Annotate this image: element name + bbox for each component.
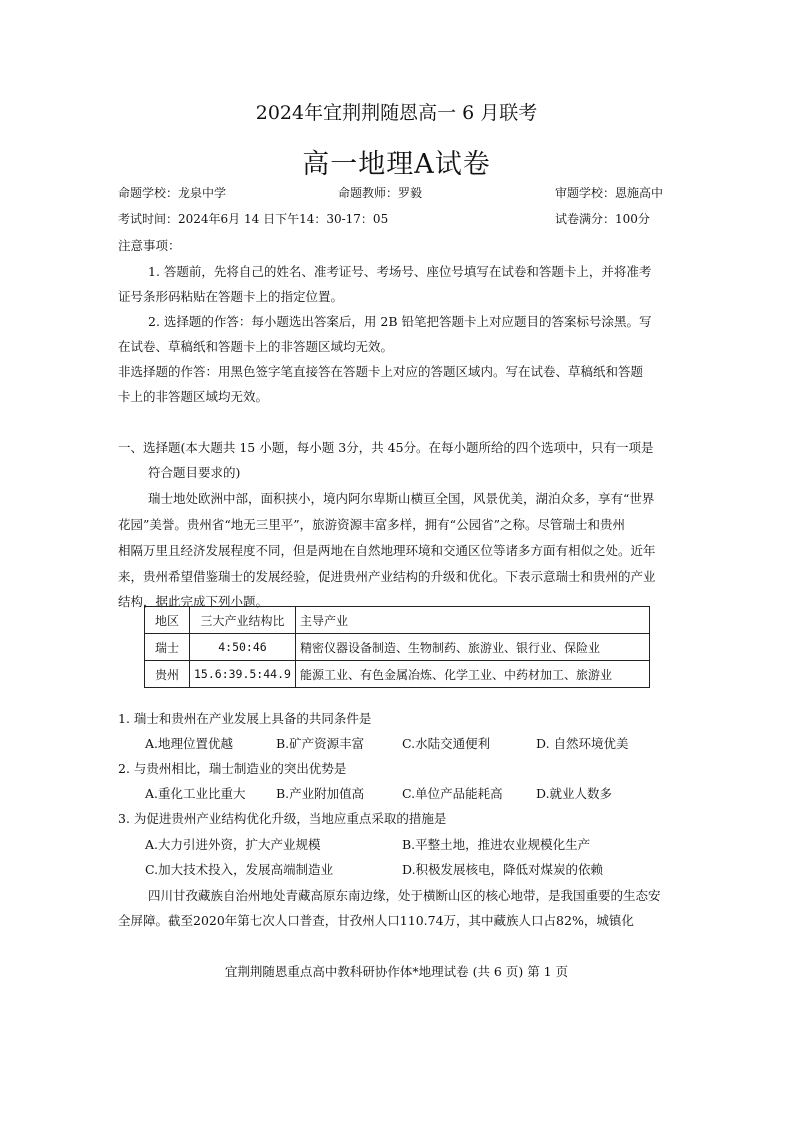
passage-line: 结构，据此完成下列小题。 [118, 594, 269, 609]
question-option: D. 自然环境优美 [536, 736, 629, 751]
question-stem: 2. 与贵州相比，瑞士制造业的突出优势是 [118, 761, 347, 776]
notes-title: 注意事项： [118, 238, 181, 253]
table-header-cell: 三大产业结构比 [190, 607, 296, 634]
note-line: 1. 答题前，先将自己的姓名、准考证号、考场号、座位号填写在试卷和答题卡上，并将准考 [148, 264, 652, 279]
question-option: A.地理位置优越 [145, 736, 234, 751]
table-cell: 能源工业、有色金属冶炼、化学工业、中药材加工、旅游业 [295, 661, 649, 688]
table-header-row [145, 607, 650, 634]
table-header-cell: 主导产业 [295, 607, 649, 634]
passage-line: 来，贵州希望借鉴瑞士的发展经验，促进贵州产业结构的升级和优化。下表示意瑞士和贵州的产业 [118, 569, 656, 584]
note-line: 2. 选择题的作答：每小题选出答案后，用 2B 铅笔把答题卡上对应题目的答案标号涂黑。写 [148, 314, 652, 329]
question-option: D.积极发展核电，降低对煤炭的依赖 [402, 862, 604, 877]
note-line: 在试卷、草稿纸和答题卡上的非答题区域均无效。 [118, 339, 394, 354]
section-heading: 一、选择题(本大题共 15 小题，每小题 3分，共 45分。在每小题所给的四个选项中，只有一项是 [118, 440, 654, 455]
subject-title: 高一地理A试卷 [302, 149, 491, 180]
question-stem: 3. 为促进贵州产业结构优化升级，当地应重点采取的措施是 [118, 811, 447, 826]
question-option: A.重化工业比重大 [145, 786, 246, 801]
page-footer: 宜荆荆随恩重点高中教科研协作体*地理试卷 (共 6 页) 第 1 页 [224, 964, 569, 979]
note-line: 卡上的非答题区域均无效。 [118, 389, 269, 404]
table-cell: 15.6:39.5:44.9 [190, 661, 296, 688]
passage-line: 相隔万里且经济发展程度不同，但是两地在自然地理环境和交通区位等诸多方面有相似之处。近年 [118, 543, 656, 558]
table-cell: 瑞士 [145, 634, 190, 661]
question-option: B.矿产资源丰富 [276, 736, 365, 751]
section-heading-cont: 符合题目要求的) [148, 465, 241, 480]
question-option: C.加大技术投入，发展高端制造业 [145, 862, 334, 877]
question-option: C.单位产品能耗高 [402, 786, 503, 801]
note-line: 非选择题的作答：用黑色签字笔直接答在答题卡上对应的答题区域内。写在试卷、草稿纸和答题 [118, 364, 644, 379]
question-option: D.就业人数多 [536, 786, 613, 801]
passage-line: 全屏障。截至2020年第七次人口普查，甘孜州人口110.74万，其中藏族人口占82%，城镇化 [118, 913, 634, 928]
passage-line: 四川甘孜藏族自治州地处青藏高原东南边缘，处于横断山区的核心地带，是我国重要的生态安 [148, 888, 661, 903]
table-cell: 精密仪器设备制造、生物制药、旅游业、银行业、保险业 [295, 634, 649, 661]
school-info: 命题学校：龙泉中学 [118, 186, 227, 200]
table-cell: 4:50:46 [190, 634, 296, 661]
table-header-cell: 地区 [145, 607, 190, 634]
full-score: 试卷满分：100分 [555, 212, 650, 226]
question-option: B.产业附加值高 [276, 786, 365, 801]
table-row [145, 661, 650, 688]
question-stem: 1. 瑞士和贵州在产业发展上具备的共同条件是 [118, 711, 372, 726]
review-school-info: 审题学校：恩施高中 [555, 186, 664, 200]
teacher-info: 命题教师：罗毅 [338, 186, 423, 200]
industry-table [144, 606, 650, 688]
table-cell: 贵州 [145, 661, 190, 688]
question-option: B.平整土地，推进农业规模化生产 [402, 837, 591, 852]
passage-line: 瑞士地处欧洲中部，面积挟小，境内阿尔卑斯山横亘全国，风景优美，湖泊众多，享有“世界 [148, 491, 655, 506]
exam-title: 2024年宜荆荆随恩高一 6 月联考 [255, 102, 538, 124]
table-row [145, 634, 650, 661]
note-line: 证号条形码粘贴在答题卡上的指定位置。 [118, 289, 344, 304]
question-option: C.水陆交通便利 [402, 736, 491, 751]
question-option: A.大力引进外资，扩大产业规模 [145, 837, 321, 852]
passage-line: 花园”美誉。贵州省“地无三里平”，旅游资源丰富多样，拥有“公园省”之称。尽管瑞士和贵州 [118, 517, 625, 532]
exam-time: 考试时间：2024年6月 14 日下午14：30-17：05 [118, 212, 389, 226]
